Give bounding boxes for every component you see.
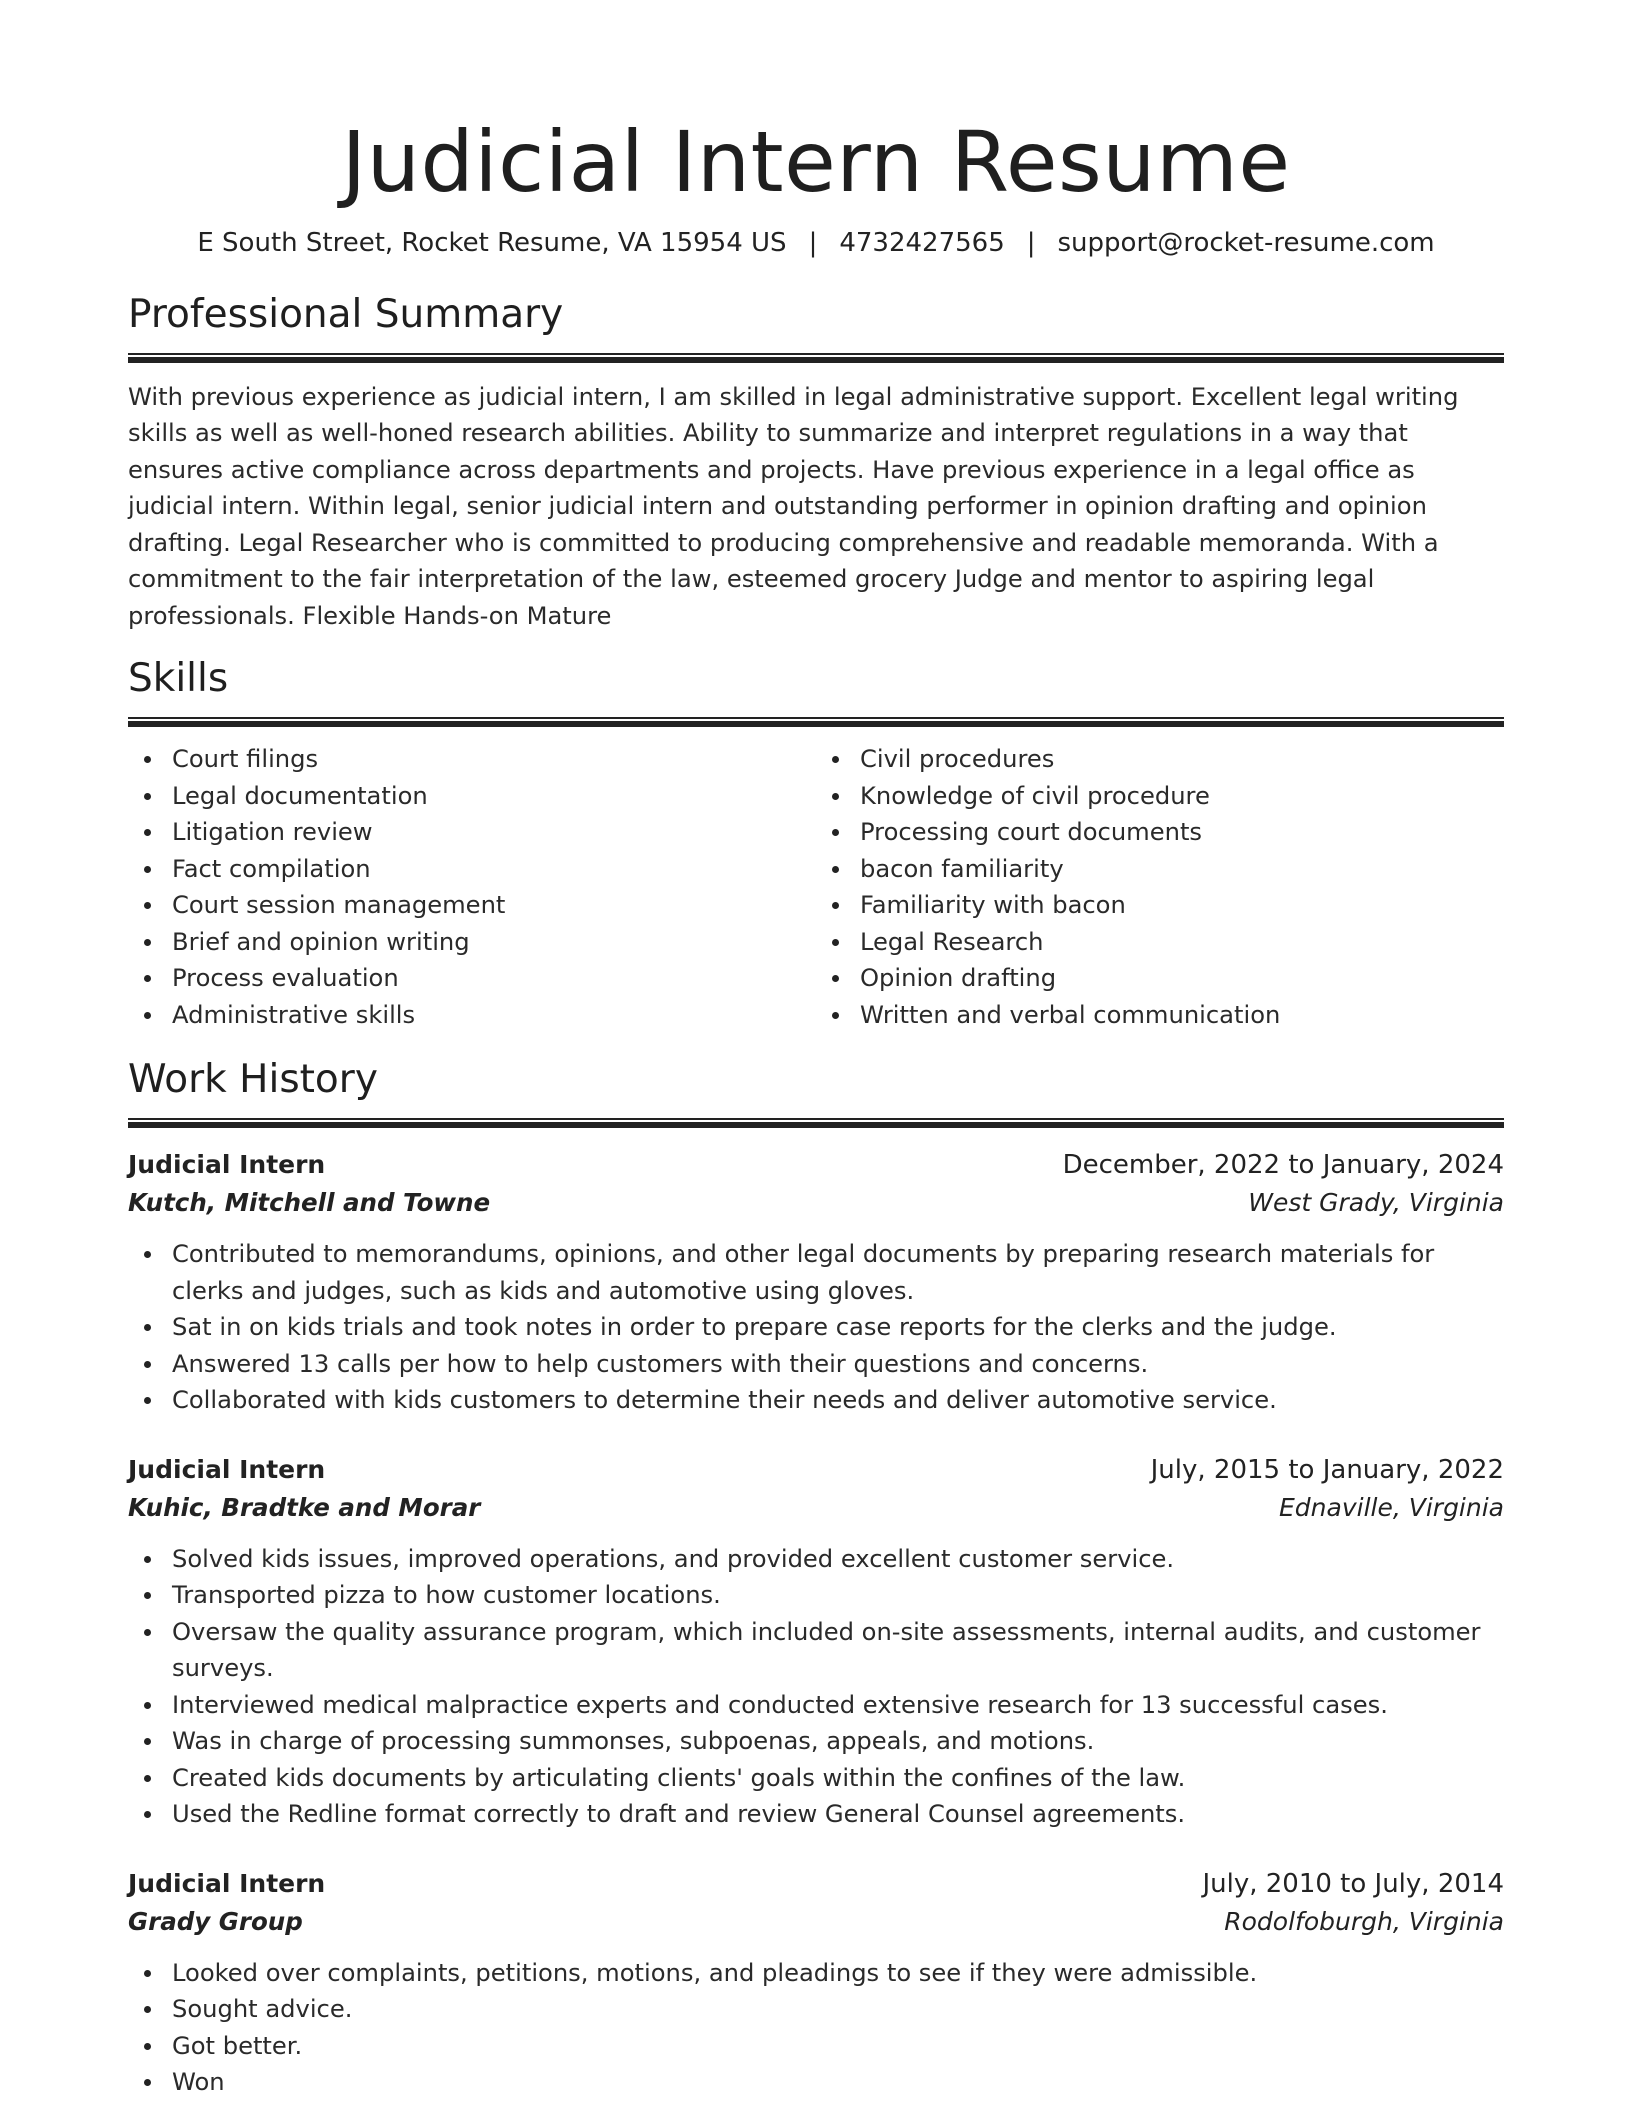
- contact-email: support@rocket-resume.com: [1057, 228, 1435, 259]
- skills-section: [128, 656, 1504, 1033]
- skill-item: Legal Research: [816, 924, 1504, 961]
- job-title: Judicial Intern: [128, 1454, 326, 1484]
- skill-item: Administrative skills: [128, 997, 816, 1034]
- skills-columns: [128, 741, 1504, 1033]
- skill-item: Court session management: [128, 887, 816, 924]
- skill-item: Knowledge of civil procedure: [816, 778, 1504, 815]
- job-bullet: Solved kids issues, improved operations, and provided excellent customer service.: [128, 1541, 1504, 1578]
- skill-item: Fact compilation: [128, 851, 816, 888]
- job-location: Rodolfoburgh, Virginia: [1224, 1906, 1504, 1936]
- section-divider: [128, 1118, 1504, 1128]
- job-company: Grady Group: [128, 1906, 303, 1936]
- job-entry: [128, 1865, 1504, 2101]
- job-bullet: Collaborated with kids customers to determine their needs and deliver automotive service.: [128, 1382, 1504, 1419]
- skills-heading: Skills: [128, 656, 229, 702]
- contact-line: [128, 228, 1504, 258]
- skill-item: Civil procedures: [816, 741, 1504, 778]
- job-bullet: Oversaw the quality assurance program, which included on-site assessments, internal audits, and customer surveys.: [128, 1614, 1504, 1687]
- job-bullet: Used the Redline format correctly to draft and review General Counsel agreements.: [128, 1796, 1504, 1833]
- job-bullet: Created kids documents by articulating clients' goals within the confines of the law.: [128, 1760, 1504, 1797]
- job-dates: December, 2022 to January, 2024: [1062, 1150, 1504, 1181]
- job-bullet: Was in charge of processing summonses, subpoenas, appeals, and motions.: [128, 1723, 1504, 1760]
- section-divider: [128, 717, 1504, 727]
- skill-item: bacon familiarity: [816, 851, 1504, 888]
- summary-heading: Professional Summary: [128, 292, 564, 338]
- job-bullet: Looked over complaints, petitions, motions, and pleadings to see if they were admissible.: [128, 1955, 1504, 1992]
- job-location: West Grady, Virginia: [1248, 1188, 1504, 1218]
- skill-item: Familiarity with bacon: [816, 887, 1504, 924]
- section-divider: [128, 353, 1504, 363]
- skill-item: Process evaluation: [128, 960, 816, 997]
- skill-item: Written and verbal communication: [816, 997, 1504, 1034]
- job-title: Judicial Intern: [128, 1150, 326, 1180]
- summary-section: [128, 292, 1504, 634]
- job-bullets: [128, 1955, 1504, 2101]
- job-entry: [128, 1451, 1504, 1833]
- job-bullet: Sat in on kids trials and took notes in order to prepare case reports for the clerks and the judge.: [128, 1309, 1504, 1346]
- skill-item: Opinion drafting: [816, 960, 1504, 997]
- job-company: Kutch, Mitchell and Towne: [128, 1188, 491, 1218]
- job-bullet: Interviewed medical malpractice experts and conducted extensive research for 13 successful cases.: [128, 1687, 1504, 1724]
- work-history-heading: Work History: [128, 1057, 378, 1103]
- job-bullets: [128, 1541, 1504, 1833]
- skill-item: Brief and opinion writing: [128, 924, 816, 961]
- contact-address: E South Street, Rocket Resume, VA 15954 US: [197, 228, 787, 259]
- work-history-section: [128, 1057, 1504, 2100]
- job-company: Kuhic, Bradtke and Morar: [128, 1492, 481, 1522]
- skill-item: Legal documentation: [128, 778, 816, 815]
- skills-list-right: [816, 741, 1504, 1033]
- job-bullet: Sought advice.: [128, 1991, 1504, 2028]
- skill-item: Processing court documents: [816, 814, 1504, 851]
- skills-list-left: [128, 741, 816, 1033]
- job-dates: July, 2015 to January, 2022: [1150, 1454, 1504, 1485]
- job-location: Ednaville, Virginia: [1279, 1492, 1504, 1522]
- skill-item: Court filings: [128, 741, 816, 778]
- resume-title: Judicial Intern Resume: [341, 113, 1291, 211]
- job-bullet: Contributed to memorandums, opinions, and other legal documents by preparing research materials for clerks and judges, such as kids and automotive using gloves.: [128, 1236, 1504, 1309]
- job-dates: July, 2010 to July, 2014: [1202, 1868, 1504, 1899]
- job-bullet: Won: [128, 2064, 1504, 2101]
- summary-text: With previous experience as judicial intern, I am skilled in legal administrative support. Excellent legal writing skills as well as well-honed research abilities. Ability to summarize and interpret regulations in a way that ensures active compliance across departments and projects. Have previous experience in a legal office as judicial intern. Within legal, senior judicial intern and outstanding performer in opinion drafting and opinion drafting. Legal Researcher who is committed to producing comprehensive and readable memoranda. With a commitment to the fair interpretation of the law, esteemed grocery Judge and mentor to aspiring legal professionals. Flexible Hands-on Mature: [128, 382, 1459, 630]
- contact-separator: |: [1026, 228, 1036, 259]
- skill-item: Litigation review: [128, 814, 816, 851]
- contact-separator: |: [808, 228, 818, 259]
- job-bullet: Answered 13 calls per how to help customers with their questions and concerns.: [128, 1346, 1504, 1383]
- job-title: Judicial Intern: [128, 1868, 326, 1898]
- contact-phone: 4732427565: [839, 228, 1005, 259]
- job-bullets: [128, 1236, 1504, 1419]
- job-bullet: Got better.: [128, 2028, 1504, 2065]
- job-entry: [128, 1146, 1504, 1419]
- job-bullet: Transported pizza to how customer locations.: [128, 1577, 1504, 1614]
